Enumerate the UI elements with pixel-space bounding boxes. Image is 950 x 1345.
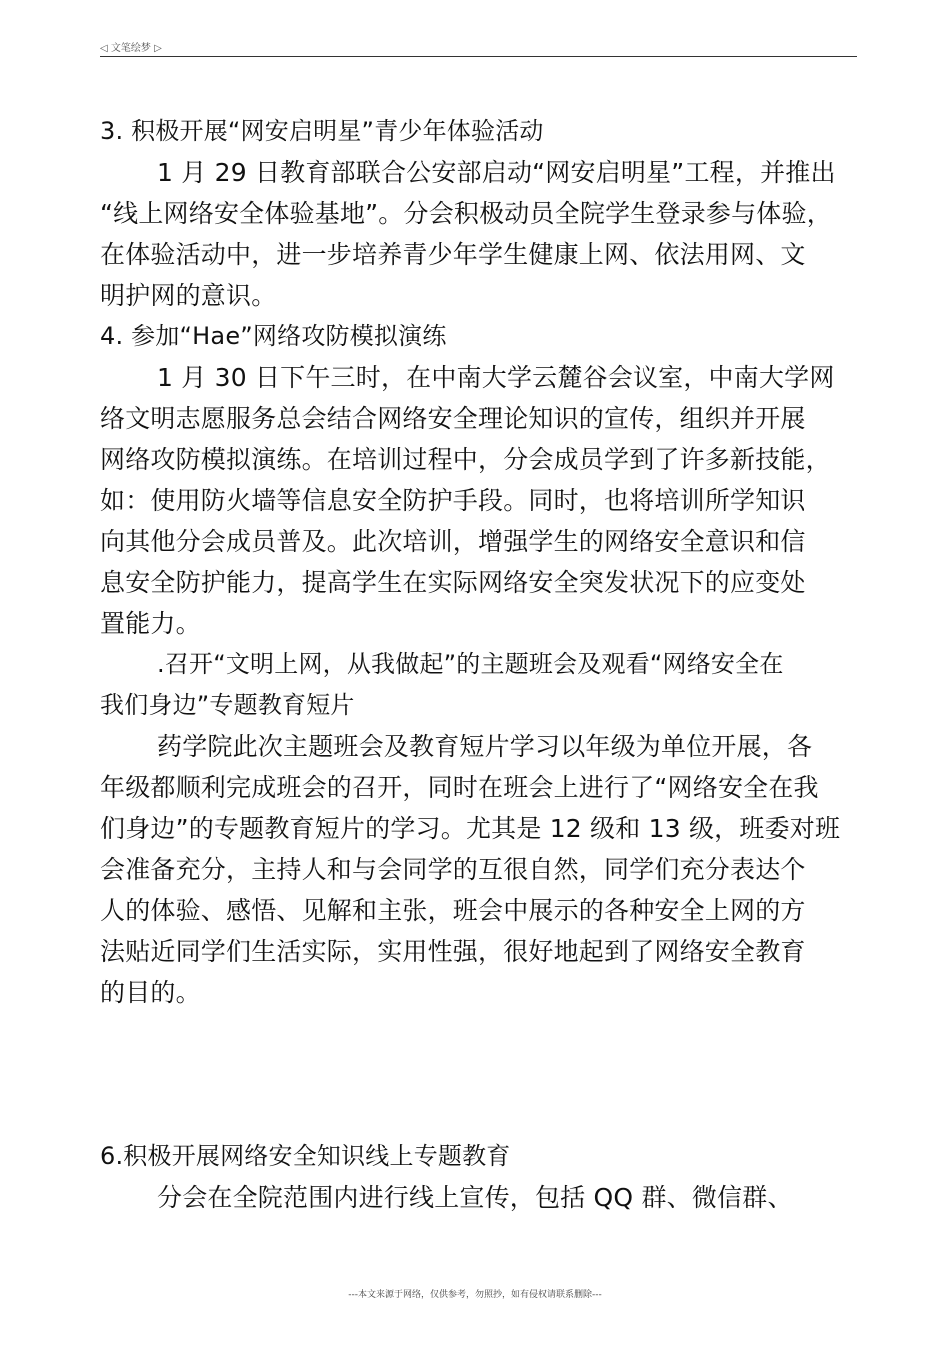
paragraph-line: 人的体验、感悟、见解和主张，班会中展示的各种安全上网的方 bbox=[100, 896, 806, 925]
header-title: 文笔绘梦 bbox=[110, 43, 151, 54]
blank-line bbox=[100, 1054, 870, 1095]
page-header bbox=[100, 38, 857, 57]
paragraph-line: 明护网的意识。 bbox=[100, 281, 277, 310]
paragraph-line: 在体验活动中，进一步培养青少年学生健康上网、依法用网、文 bbox=[100, 240, 806, 269]
paragraph-line: 法贴近同学们生活实际，实用性强，很好地起到了网络安全教育 bbox=[100, 937, 806, 966]
paragraph-line: 会准备充分，主持人和与会同学的互很自然，同学们充分表达个 bbox=[100, 855, 806, 884]
paragraph-line: 分会在全院范围内进行线上宣传，包括 QQ 群、微信群、 bbox=[157, 1183, 793, 1212]
paragraph-line: 们身边”的专题教育短片的学习。尤其是 12 级和 13 级，班委对班 bbox=[100, 814, 841, 843]
section-heading-line: 6.积极开展网络安全知识线上专题教育 bbox=[100, 1142, 511, 1170]
left-triangle-icon: ◁ bbox=[100, 43, 108, 54]
section-heading-line: .召开“文明上网，从我做起”的主题班会及观看“网络安全在 bbox=[157, 650, 784, 678]
section-heading-line: 3. 积极开展“网安启明星”青少年体验活动 bbox=[100, 117, 544, 145]
page-footer: ---本文来源于网络，仅供参考，勿照抄，如有侵权请联系删除--- bbox=[348, 1290, 602, 1300]
paragraph-line: 向其他分会成员普及。此次培训，增强学生的网络安全意识和信 bbox=[100, 527, 806, 556]
paragraph-line: 息安全防护能力，提高学生在实际网络安全突发状况下的应变处 bbox=[100, 568, 806, 597]
blank-line bbox=[100, 1095, 870, 1136]
header-title-group bbox=[100, 39, 162, 54]
section-heading-line: 4. 参加“Hae”网络攻防模拟演练 bbox=[100, 322, 447, 350]
paragraph-line: 的目的。 bbox=[100, 978, 201, 1007]
right-triangle-icon: ▷ bbox=[154, 43, 162, 54]
blank-line bbox=[100, 1013, 870, 1054]
paragraph-line: 年级都顺利完成班会的召开，同时在班会上进行了“网络安全在我 bbox=[100, 773, 819, 802]
paragraph-line: 如：使用防火墙等信息安全防护手段。同时，也将培训所学知识 bbox=[100, 486, 806, 515]
paragraph-line: 网络攻防模拟演练。在培训过程中，分会成员学到了许多新技能， bbox=[100, 445, 831, 474]
paragraph-line: 1 月 30 日下午三时，在中南大学云麓谷会议室，中南大学网 bbox=[157, 363, 835, 392]
paragraph-line: “线上网络安全体验基地”。分会积极动员全院学生登录参与体验， bbox=[100, 199, 832, 228]
document-body bbox=[100, 111, 870, 1218]
paragraph-line: 络文明志愿服务总会结合网络安全理论知识的宣传，组织并开展 bbox=[100, 404, 806, 433]
section-heading-line: 我们身边”专题教育短片 bbox=[100, 691, 355, 719]
paragraph-line: 药学院此次主题班会及教育短片学习以年级为单位开展，各 bbox=[157, 732, 813, 761]
paragraph-line: 1 月 29 日教育部联合公安部启动“网安启明星”工程，并推出 bbox=[157, 158, 836, 187]
paragraph-line: 置能力。 bbox=[100, 609, 201, 638]
